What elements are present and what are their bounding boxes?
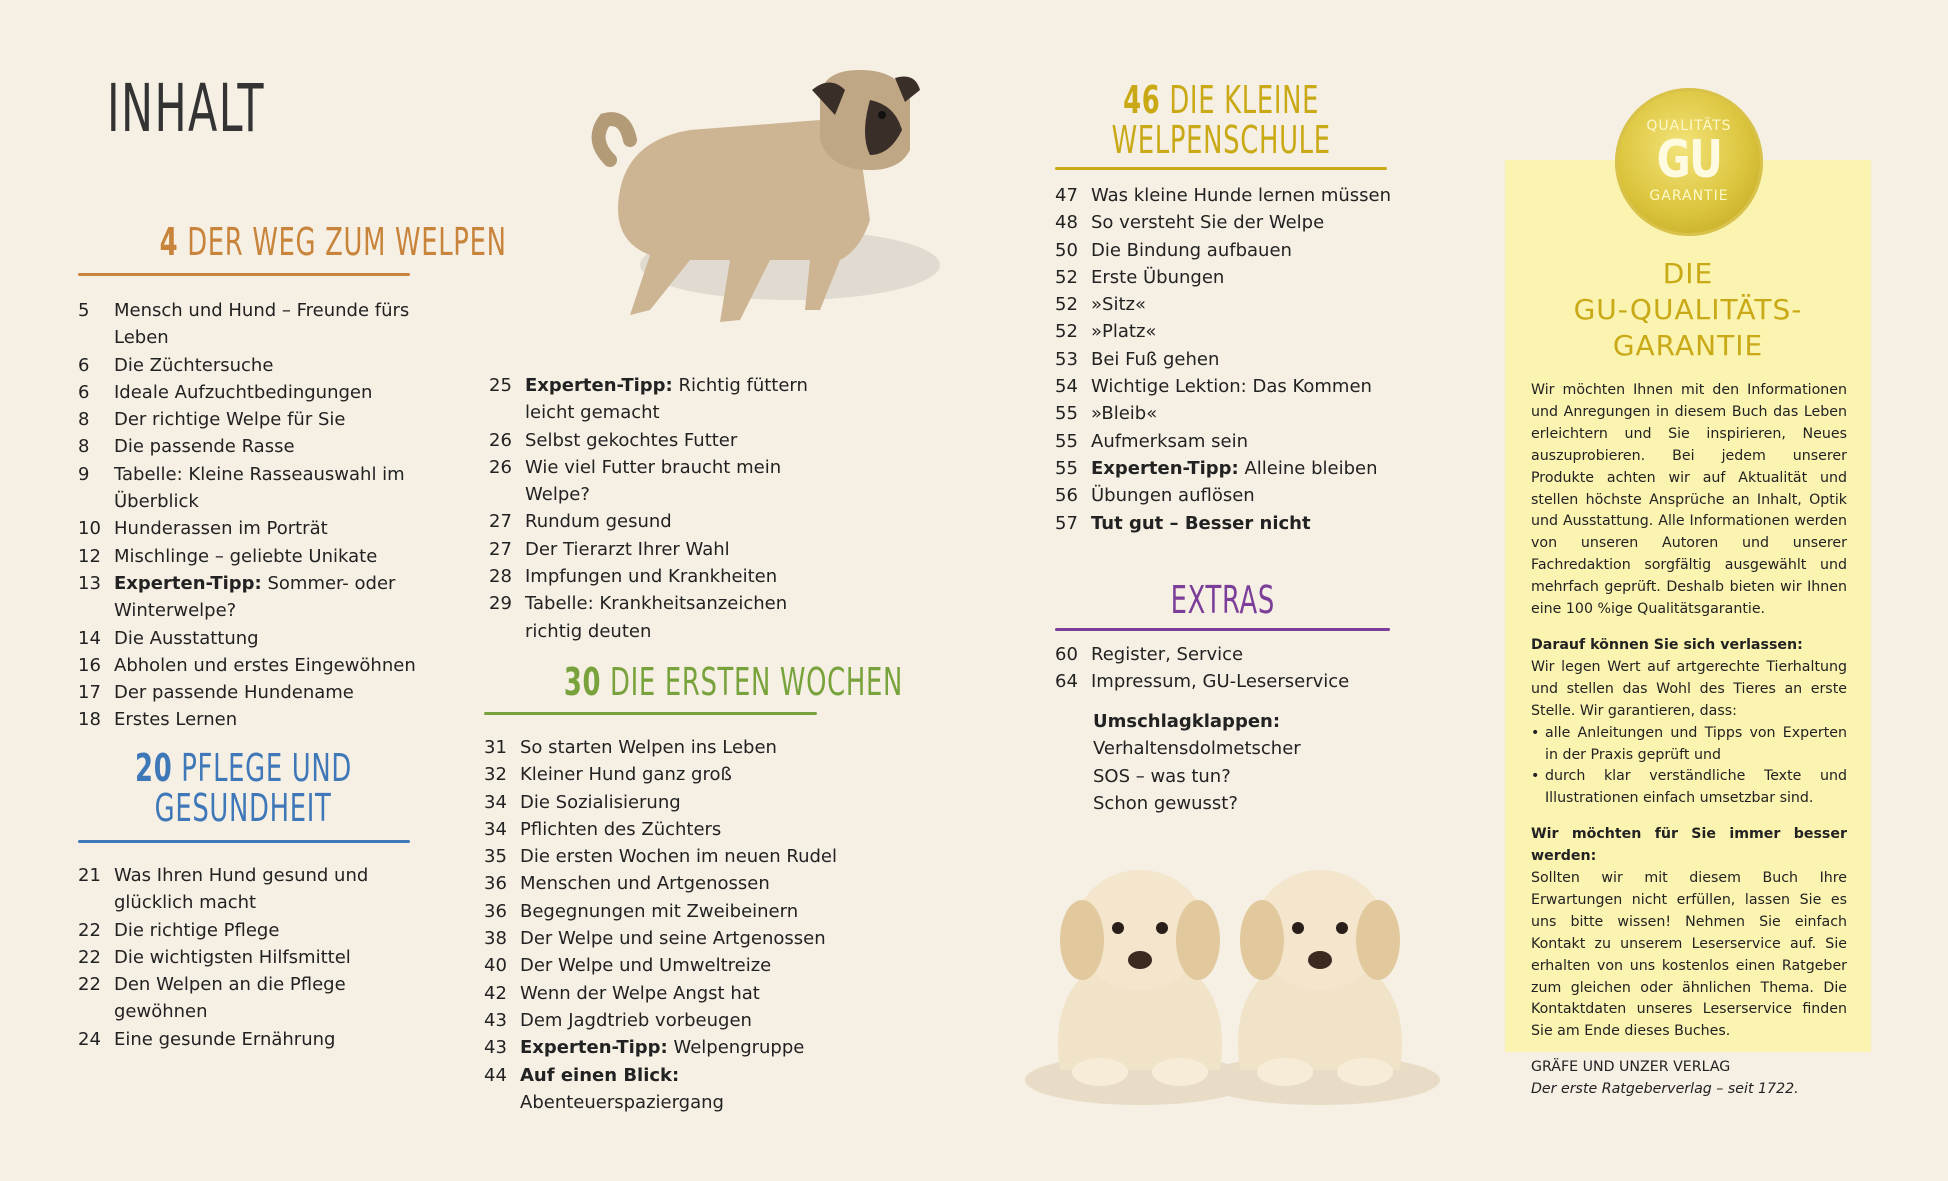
toc-entry [78, 297, 468, 352]
toc-page-number: 12 [78, 545, 101, 567]
toc-entry [484, 734, 874, 761]
toc-entry-text [525, 454, 849, 509]
toc-page-number: 27 [489, 511, 512, 533]
section-title-line2: WELPENSCHULE [1111, 118, 1332, 162]
toc-page-number: 57 [1055, 512, 1078, 534]
toc-entry-text [1091, 182, 1391, 209]
toc-page-number: 35 [484, 846, 507, 868]
toc-entry-text [520, 843, 837, 870]
section-rule [1055, 167, 1387, 170]
toc-list-2-continued [489, 372, 849, 645]
toc-entry-label: Abenteuerspaziergang [520, 1091, 724, 1113]
toc-entry [78, 461, 468, 516]
toc-entry-bold: Experten-Tipp: [520, 1037, 668, 1059]
toc-page-number: 17 [78, 682, 101, 704]
toc-entry-label: Den Welpen an die Pflege gewöhnen [114, 974, 346, 1023]
toc-entry-text [525, 372, 849, 427]
toc-entry [489, 427, 849, 454]
toc-entry-label: Selbst gekochtes Futter [525, 429, 738, 451]
toc-entry-label: Wie viel Futter braucht mein Welpe? [525, 456, 782, 506]
toc-list-4 [1055, 182, 1475, 537]
flaps-heading: Umschlagklappen: [1093, 711, 1281, 732]
flap-item: SOS – was tun? [1093, 765, 1231, 787]
toc-entry-label: Aufmerksam sein [1091, 430, 1249, 452]
toc-entry [489, 563, 849, 590]
toc-page-number: 36 [484, 900, 507, 922]
toc-entry-label: Abholen und erstes Eingewöhnen [114, 654, 416, 676]
toc-page-number: 50 [1055, 239, 1078, 261]
toc-page-number: 6 [78, 354, 90, 376]
toc-entry-text [114, 543, 377, 570]
toc-entry-label: Was kleine Hunde lernen müssen [1091, 185, 1392, 206]
toc-entry-label: Rundum gesund [525, 511, 672, 533]
toc-entry-label: Die Sozialisierung [520, 791, 681, 813]
toc-entry-label: Eine gesunde Ernährung [114, 1028, 336, 1050]
toc-entry-label: »Sitz« [1091, 294, 1146, 316]
toc-entry-label: Wichtige Lektion: Das Kommen [1091, 376, 1372, 398]
toc-entry [489, 372, 849, 427]
toc-entry [489, 454, 849, 509]
toc-entry [489, 508, 849, 535]
guarantee-title [1505, 256, 1871, 364]
toc-entry-label: Menschen und Artgenossen [520, 873, 770, 895]
toc-page-number: 60 [1055, 644, 1078, 665]
toc-entry [1055, 455, 1475, 482]
toc-page-number: 18 [78, 709, 101, 731]
toc-entry-label: Die passende Rasse [114, 436, 295, 458]
toc-entry-text [520, 1034, 804, 1061]
pug-puppy-photo [490, 60, 950, 360]
toc-entry-text [114, 652, 416, 679]
toc-entry-label: »Platz« [1091, 321, 1157, 343]
toc-entry-label: Erstes Lernen [114, 709, 238, 731]
toc-entry-bold: Experten-Tipp: [1091, 457, 1239, 479]
toc-entry [78, 515, 468, 542]
toc-page-number: 21 [78, 865, 101, 886]
section-title: DIE ERSTEN WOCHEN [610, 660, 904, 704]
toc-entry-text [1091, 400, 1157, 427]
toc-entry [78, 944, 438, 971]
toc-entry [78, 406, 468, 433]
toc-page-number: 27 [489, 538, 512, 560]
toc-entry [1055, 641, 1435, 668]
toc-entry-text [520, 898, 798, 925]
toc-entry-text [114, 433, 295, 460]
toc-entry-text [114, 706, 237, 733]
toc-page-number: 36 [484, 873, 507, 895]
toc-entry [78, 625, 468, 652]
section-rule [1055, 628, 1390, 631]
toc-page-number: 8 [78, 436, 90, 458]
toc-list-extras [1055, 641, 1435, 696]
toc-entry-text [1091, 318, 1156, 345]
section-number: 46 [1123, 78, 1161, 122]
toc-entry-label: Pflichten des Züchters [520, 818, 722, 840]
toc-entry-text [114, 352, 273, 379]
toc-entry-text [1091, 482, 1255, 509]
toc-entry-text [520, 734, 777, 761]
toc-entry [484, 761, 874, 788]
guarantee-bullet: • alle Anleitungen und Tipps von Experten in der Praxis geprüft und [1531, 723, 1847, 767]
flap-item: Schon gewusst? [1093, 792, 1238, 814]
toc-entry [1055, 482, 1475, 509]
toc-entry-bold: Experten-Tipp: [114, 572, 262, 594]
toc-entry-label: Impfungen und Krankheiten [525, 566, 778, 588]
toc-entry-label: Mensch und Hund – Freunde fürs Leben [114, 300, 410, 349]
toc-page-number: 28 [489, 566, 512, 588]
toc-entry-label: Die Ausstattung [114, 627, 259, 649]
toc-entry-label: Impressum, GU-Leserservice [1091, 671, 1350, 693]
toc-entry-text [520, 1007, 752, 1034]
toc-page-number: 10 [78, 518, 101, 540]
toc-entry [78, 570, 468, 625]
toc-page-number: 24 [78, 1028, 101, 1050]
toc-entry-text [1091, 209, 1324, 236]
two-labrador-puppies-photo [1020, 850, 1470, 1110]
section-title-line2: GESUNDHEIT [154, 786, 332, 830]
guarantee-paragraph-text: Sollten wir mit diesem Buch Ihre Erwartungen nicht erfüllen, lassen Sie es uns bitte wissen! Nehmen Sie einfach Kontakt zu unserem Leserservice auf. Sie erhalten von uns kostenlos einen Ratgeber zum gleichen oder ähnlichen Thema. Die Kontaktdaten unseres Leserservice finden Sie am Ende dieses Buches. [1531, 870, 1847, 1040]
toc-entry [484, 925, 874, 952]
toc-entry [484, 952, 874, 979]
toc-entry-text [1091, 428, 1248, 455]
flap-item: Verhaltensdolmetscher [1093, 738, 1301, 760]
toc-entry [484, 870, 874, 897]
toc-entry-text [520, 870, 770, 897]
toc-entry-label: Register, Service [1091, 644, 1244, 665]
toc-entry-bold: Tut gut – Besser nicht [1091, 512, 1311, 534]
toc-entry [489, 590, 849, 645]
toc-entry [1055, 182, 1475, 209]
guarantee-paragraph [1531, 824, 1847, 1043]
section-heading-4 [1055, 80, 1388, 160]
toc-page-number: 13 [78, 572, 101, 594]
toc-entry-label: Die richtige Pflege [114, 919, 280, 941]
toc-entry-text [114, 515, 328, 542]
toc-entry-bold: Experten-Tipp: [525, 375, 673, 396]
toc-page-number: 9 [78, 463, 90, 485]
publisher-name: GRÄFE UND UNZER VERLAG [1531, 1059, 1731, 1076]
toc-entry-text [114, 971, 438, 1026]
toc-entry-text [114, 1026, 335, 1053]
toc-page-number: 64 [1055, 671, 1078, 693]
toc-entry-label: Die wichtigsten Hilfsmittel [114, 946, 351, 968]
seal-bottom-text: GARANTIE [1649, 188, 1729, 204]
toc-entry [1055, 291, 1475, 318]
toc-entry-text [520, 816, 721, 843]
toc-entry-label: Was Ihren Hund gesund und glücklich macht [114, 865, 369, 914]
section-title-line1: DIE KLEINE [1169, 78, 1320, 122]
toc-entry-text [525, 563, 777, 590]
toc-entry [78, 862, 438, 917]
toc-page-number: 42 [484, 982, 507, 1004]
toc-page-number: 38 [484, 928, 507, 950]
toc-page-number: 25 [489, 375, 512, 396]
toc-entry-text [114, 625, 259, 652]
toc-entry-text [114, 379, 372, 406]
toc-entry-label: Der richtige Welpe für Sie [114, 409, 346, 431]
section-number: 20 [134, 746, 172, 790]
cover-flaps [1093, 708, 1433, 817]
toc-entry-text [114, 406, 345, 433]
toc-entry-label: Alleine bleiben [1238, 457, 1378, 479]
guarantee-paragraph: Wir möchten Ihnen mit den Informationen und Anregungen in diesem Buch das Leben erleichtern und Sie inspirieren, Neues auszuprobieren. Bei jedem unserer Produkte achten wir auf Aktualität und stellen höchste Ansprüche an Inhalt, Optik und Ausstattung. Alle Informationen werden von unseren Autoren und unserer Fachredaktion sorgfältig ausgewählt und mehrfach geprüft. Deshalb bieten wir Ihnen eine 100 %ige Qualitätsgarantie. [1531, 382, 1847, 618]
toc-entry [78, 1026, 438, 1053]
toc-entry-label: So starten Welpen ins Leben [520, 737, 777, 758]
guarantee-subheading: Wir möchten für Sie immer besser werden: [1531, 826, 1847, 865]
toc-entry-label: Ideale Aufzuchtbedingungen [114, 381, 373, 403]
toc-entry [1055, 237, 1475, 264]
toc-entry [1055, 209, 1475, 236]
toc-entry [1055, 373, 1475, 400]
toc-page-number: 52 [1055, 321, 1078, 343]
toc-entry-text [1091, 264, 1224, 291]
toc-entry [1055, 668, 1435, 695]
toc-entry [1055, 510, 1475, 537]
toc-page-number: 14 [78, 627, 101, 649]
toc-entry [1055, 318, 1475, 345]
toc-entry [1055, 264, 1475, 291]
section-heading-2 [78, 748, 408, 828]
section-heading-3 [484, 660, 904, 704]
toc-page-number: 40 [484, 955, 507, 977]
toc-entry [78, 971, 438, 1026]
toc-page-number: 52 [1055, 294, 1078, 316]
toc-entry-text [1091, 668, 1349, 695]
toc-entry-label: Wenn der Welpe Angst hat [520, 982, 760, 1004]
section-heading-extras [1055, 580, 1390, 620]
toc-page-number: 34 [484, 818, 507, 840]
toc-entry-text [525, 590, 849, 645]
toc-entry [484, 816, 874, 843]
toc-entry-label: Begegnungen mit Zweibeinern [520, 900, 799, 922]
toc-entry-text [520, 761, 732, 788]
toc-entry-label: Der passende Hundename [114, 682, 354, 704]
toc-page-number: 22 [78, 946, 101, 968]
toc-entry-text [114, 297, 468, 352]
toc-entry [489, 536, 849, 563]
toc-entry-text [1091, 291, 1146, 318]
toc-entry-label: Sommer- oder Winterwelpe? [114, 572, 396, 622]
section-heading-1 [78, 220, 507, 264]
toc-page-number: 56 [1055, 485, 1078, 507]
toc-entry [484, 1062, 874, 1117]
toc-page-number: 55 [1055, 430, 1078, 452]
section-number: 30 [563, 660, 602, 704]
guarantee-bullets [1531, 723, 1847, 811]
toc-entry-text [520, 925, 826, 952]
toc-entry-text [1091, 641, 1243, 668]
toc-entry [484, 1007, 874, 1034]
toc-entry [1055, 346, 1475, 373]
guarantee-paragraph-text: Wir legen Wert auf artgerechte Tierhaltung und stellen das Wohl des Tieres an erste Stelle. Wir garantieren, dass: [1531, 658, 1847, 719]
toc-list-2 [78, 862, 438, 1053]
toc-list-3 [484, 734, 874, 1116]
toc-entry-text [1091, 455, 1377, 482]
toc-entry [78, 433, 468, 460]
toc-entry [78, 917, 438, 944]
toc-entry [484, 843, 874, 870]
toc-entry [484, 980, 874, 1007]
gu-seal-logo [1615, 88, 1763, 236]
toc-entry-text [1091, 346, 1219, 373]
toc-entry-label: Tabelle: Kleine Rasseauswahl im Überblick [114, 463, 405, 513]
toc-entry-label: Richtig füttern leicht gemacht [525, 375, 808, 424]
toc-entry-text [525, 536, 730, 563]
section-rule [78, 273, 410, 276]
toc-entry-label: Welpengruppe [667, 1037, 805, 1059]
toc-entry-text [114, 944, 351, 971]
toc-entry-label: Der Tierarzt Ihrer Wahl [525, 538, 730, 560]
toc-entry-label: »Bleib« [1091, 403, 1158, 425]
toc-entry-label: Tabelle: Krankheitsanzeichen richtig deuten [525, 593, 788, 642]
publisher-block [1531, 1057, 1847, 1101]
toc-entry-label: Kleiner Hund ganz groß [520, 764, 732, 786]
guarantee-subheading: Darauf können Sie sich verlassen: [1531, 636, 1803, 653]
toc-page-number: 26 [489, 429, 512, 451]
section-title: DER WEG ZUM WELPEN [187, 220, 507, 264]
toc-page-number: 52 [1055, 266, 1078, 288]
toc-page-number: 53 [1055, 348, 1078, 370]
toc-entry-text [1091, 373, 1372, 400]
toc-entry-label: Mischlinge – geliebte Unikate [114, 545, 378, 567]
toc-entry-label: Dem Jagdtrieb vorbeugen [520, 1009, 752, 1031]
toc-entry-label: Die Züchtersuche [114, 354, 274, 376]
toc-entry-text [520, 1062, 874, 1117]
toc-entry-text [525, 508, 672, 535]
toc-page-number: 55 [1055, 403, 1078, 425]
toc-entry [484, 898, 874, 925]
guarantee-title-line: DIE [1662, 257, 1714, 290]
toc-page-number: 22 [78, 919, 101, 941]
publisher-slogan: Der erste Ratgeberverlag – seit 1722. [1531, 1081, 1799, 1098]
toc-page-number: 32 [484, 764, 507, 786]
toc-page-number: 43 [484, 1037, 507, 1059]
toc-entry [484, 789, 874, 816]
section-title: EXTRAS [1170, 578, 1275, 622]
toc-page-number: 34 [484, 791, 507, 813]
toc-page-number: 31 [484, 737, 507, 758]
toc-entry-text [114, 570, 468, 625]
toc-entry-label: Hunderassen im Porträt [114, 518, 328, 540]
section-title-line1: PFLEGE UND [180, 746, 352, 790]
toc-page-number: 5 [78, 300, 90, 321]
toc-entry [1055, 428, 1475, 455]
toc-entry-text [520, 980, 760, 1007]
guarantee-bullet: • durch klar verständliche Texte und Illustrationen einfach umsetzbar sind. [1531, 766, 1847, 810]
toc-entry-text [114, 679, 354, 706]
toc-entry [78, 679, 468, 706]
toc-page-number: 8 [78, 409, 90, 431]
guarantee-title-line: GU-QUALITÄTS- [1573, 293, 1803, 326]
toc-entry-text [525, 427, 737, 454]
toc-entry [78, 352, 468, 379]
toc-page-number: 6 [78, 381, 90, 403]
toc-entry [78, 543, 468, 570]
toc-page-number: 48 [1055, 212, 1078, 234]
toc-entry-text [520, 952, 771, 979]
guarantee-title-line: GARANTIE [1612, 329, 1764, 362]
toc-entry-label: Die ersten Wochen im neuen Rudel [520, 846, 837, 868]
toc-entry-text [114, 461, 468, 516]
toc-page-number: 16 [78, 654, 101, 676]
toc-page-number: 43 [484, 1009, 507, 1031]
toc-entry-bold: Auf einen Blick: [520, 1064, 680, 1086]
toc-page-number: 44 [484, 1064, 507, 1086]
guarantee-paragraph [1531, 635, 1847, 723]
toc-page-number: 29 [489, 593, 512, 615]
toc-entry-text [1091, 510, 1311, 537]
toc-entry-label: Erste Übungen [1091, 266, 1225, 288]
toc-entry-label: Der Welpe und seine Artgenossen [520, 928, 826, 950]
toc-list-1 [78, 297, 468, 734]
page-title: INHALT [107, 70, 265, 147]
seal-mid-text: GU [1656, 130, 1722, 190]
toc-entry-label: Die Bindung aufbauen [1091, 239, 1292, 261]
toc-entry [78, 652, 468, 679]
toc-entry [1055, 400, 1475, 427]
toc-page-number: 22 [78, 974, 101, 996]
toc-entry-label: Der Welpe und Umweltreize [520, 955, 772, 977]
section-number: 4 [159, 220, 179, 264]
toc-page-number: 55 [1055, 457, 1078, 479]
section-rule [484, 712, 817, 715]
toc-entry-text [114, 917, 279, 944]
toc-entry-text [114, 862, 438, 917]
section-rule [78, 840, 410, 843]
toc-entry-text [1091, 237, 1292, 264]
toc-entry [484, 1034, 874, 1061]
toc-entry [78, 379, 468, 406]
toc-entry-label: Bei Fuß gehen [1091, 348, 1220, 370]
toc-page-number: 26 [489, 456, 512, 478]
toc-entry-label: Übungen auflösen [1091, 485, 1255, 507]
toc-page-number: 47 [1055, 185, 1078, 206]
guarantee-text [1531, 380, 1847, 1115]
toc-entry-text [520, 789, 681, 816]
toc-entry [78, 706, 468, 733]
toc-page-number: 54 [1055, 376, 1078, 398]
seal-top-text: QUALITÄTS [1646, 118, 1732, 134]
toc-entry-label: So versteht Sie der Welpe [1091, 212, 1325, 234]
